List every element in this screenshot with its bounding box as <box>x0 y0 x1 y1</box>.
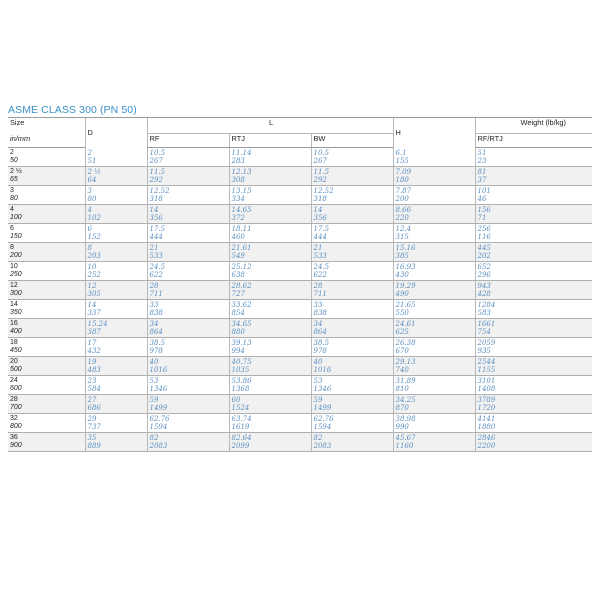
header-l: L <box>147 118 393 134</box>
table-row <box>8 385 592 395</box>
header-rf-rtj: RF/RTJ <box>475 134 592 148</box>
cell-d: 2 <box>85 148 147 158</box>
cell-bw: 1594 <box>311 423 393 433</box>
cell-size-in: 24 <box>10 377 18 384</box>
table-row <box>8 338 592 348</box>
cell-d: 737 <box>85 423 147 433</box>
table-row <box>8 157 592 167</box>
cell-weight: 2059 <box>475 338 592 348</box>
cell-d: 387 <box>85 328 147 338</box>
table-row <box>8 423 592 433</box>
cell-h: 16.93 <box>393 262 475 272</box>
cell-d: 252 <box>85 271 147 281</box>
cell-weight: 116 <box>475 233 592 243</box>
cell-size-mm: 350 <box>8 309 85 319</box>
cell-weight: 445 <box>475 243 592 253</box>
cell-rtj: 2099 <box>229 442 311 452</box>
cell-bw: 711 <box>311 290 393 300</box>
cell-rtj: 460 <box>229 233 311 243</box>
cell-bw: 24.5 <box>311 262 393 272</box>
cell-d: 102 <box>85 214 147 224</box>
cell-size-mm: 900 <box>8 442 85 452</box>
cell-rf: 62.76 <box>147 414 229 424</box>
cell-size-mm: 200 <box>8 252 85 262</box>
cell-size-in: 2 ½ <box>8 167 85 177</box>
cell-rtj: 372 <box>229 214 311 224</box>
cell-h: 220 <box>393 214 475 224</box>
cell-size-in: 12 <box>8 281 85 291</box>
cell-h: 12.4 <box>393 224 475 234</box>
cell-bw: 17.5 <box>311 224 393 234</box>
cell-bw: 21 <box>311 243 393 253</box>
cell-bw: 533 <box>311 252 393 262</box>
table-row <box>8 319 592 329</box>
cell-weight: 3101 <box>475 376 592 386</box>
cell-weight: 71 <box>475 214 592 224</box>
table-row <box>8 309 592 319</box>
cell-size-mm: 300 <box>8 290 85 300</box>
cell-rf: 1346 <box>147 385 229 395</box>
cell-rtj: 994 <box>229 347 311 357</box>
cell-bw: 1346 <box>311 385 393 395</box>
cell-bw: 59 <box>311 395 393 405</box>
cell-bw: 1499 <box>311 404 393 414</box>
cell-rtj: 53.86 <box>229 376 311 386</box>
cell-d: 80 <box>85 195 147 205</box>
cell-bw: 53 <box>311 376 393 386</box>
cell-bw: 1016 <box>311 366 393 376</box>
table-row <box>8 224 592 234</box>
cell-d: 14 <box>85 300 147 310</box>
cell-weight: 754 <box>475 328 592 338</box>
cell-rtj: 1368 <box>229 385 311 395</box>
cell-weight: 1880 <box>475 423 592 433</box>
cell-bw: 14 <box>311 205 393 215</box>
cell-weight: 428 <box>475 290 592 300</box>
cell-size-in: 2 <box>10 149 14 156</box>
cell-h: 26.38 <box>393 338 475 348</box>
cell-rf: 267 <box>147 157 229 167</box>
cell-d: 584 <box>85 385 147 395</box>
cell-size-mm: 450 <box>8 347 85 357</box>
cell-weight: 2200 <box>475 442 592 452</box>
cell-weight: 1155 <box>475 366 592 376</box>
cell-weight: 1408 <box>475 385 592 395</box>
cell-h: 45.67 <box>393 433 475 443</box>
cell-size-mm: 80 <box>8 195 85 205</box>
cell-rf: 444 <box>147 233 229 243</box>
cell-rf: 1594 <box>147 423 229 433</box>
cell-bw: 292 <box>311 176 393 186</box>
cell-rf: 82 <box>147 433 229 443</box>
cell-rtj: 60 <box>229 395 311 405</box>
cell-size-mm: 400 <box>8 328 85 338</box>
cell-bw: 318 <box>311 195 393 205</box>
cell-rtj: 33.62 <box>229 300 311 310</box>
cell-rf: 711 <box>147 290 229 300</box>
cell-size-mm: 100 <box>8 214 85 224</box>
cell-weight: 4141 <box>475 414 592 424</box>
cell-rtj: 28.62 <box>229 281 311 291</box>
cell-h: 24.61 <box>393 319 475 329</box>
cell-weight: 296 <box>475 271 592 281</box>
cell-h: 1160 <box>393 442 475 452</box>
cell-rf: 292 <box>147 176 229 186</box>
cell-h: 990 <box>393 423 475 433</box>
cell-rtj: 25.12 <box>229 262 311 272</box>
cell-rtj: 334 <box>229 195 311 205</box>
cell-bw: 356 <box>311 214 393 224</box>
cell-d: 337 <box>85 309 147 319</box>
cell-rtj: 880 <box>229 328 311 338</box>
cell-h: 19.29 <box>393 281 475 291</box>
cell-bw: 10.5 <box>311 148 393 158</box>
cell-d: 2 ½ <box>85 167 147 177</box>
cell-weight: 256 <box>475 224 592 234</box>
table-row <box>8 366 592 376</box>
cell-rtj: 11.14 <box>229 148 311 158</box>
cell-rf: 1016 <box>147 366 229 376</box>
header-bw: BW <box>311 134 393 148</box>
cell-rf: 10.5 <box>147 148 229 158</box>
cell-bw: 444 <box>311 233 393 243</box>
cell-rf: 12.52 <box>147 186 229 196</box>
cell-bw: 978 <box>311 347 393 357</box>
table-row <box>8 442 592 452</box>
cell-h: 8.66 <box>393 205 475 215</box>
cell-bw: 838 <box>311 309 393 319</box>
cell-d: 23 <box>85 376 147 386</box>
table-row <box>8 195 592 205</box>
cell-rf: 622 <box>147 271 229 281</box>
cell-d: 432 <box>85 347 147 357</box>
table-row <box>8 252 592 262</box>
cell-bw: 267 <box>311 157 393 167</box>
cell-d: 152 <box>85 233 147 243</box>
cell-h: 740 <box>393 366 475 376</box>
table-row <box>8 414 592 424</box>
cell-d: 29 <box>85 414 147 424</box>
spec-table <box>8 117 592 452</box>
cell-weight: 2846 <box>475 433 592 443</box>
cell-d: 10 <box>85 262 147 272</box>
table-row <box>8 395 592 405</box>
cell-size-mm: 50 <box>8 157 85 167</box>
cell-h: 385 <box>393 252 475 262</box>
cell-bw: 40 <box>311 357 393 367</box>
table-row <box>8 262 592 272</box>
cell-rf: 53 <box>147 376 229 386</box>
cell-rtj: 308 <box>229 176 311 186</box>
cell-rtj: 40.75 <box>229 357 311 367</box>
cell-size-in: 32 <box>10 415 18 422</box>
cell-size-in: 28 <box>8 395 85 405</box>
cell-h: 6.1 <box>393 148 475 158</box>
cell-bw: 28 <box>311 281 393 291</box>
cell-h: 550 <box>393 309 475 319</box>
cell-weight: 1661 <box>475 319 592 329</box>
cell-rf: 838 <box>147 309 229 319</box>
cell-bw: 2083 <box>311 442 393 452</box>
cell-size-in: 14 <box>10 301 18 308</box>
cell-weight: 3789 <box>475 395 592 405</box>
table-row <box>8 433 592 443</box>
cell-d: 35 <box>85 433 147 443</box>
table-row <box>8 328 592 338</box>
cell-d: 483 <box>85 366 147 376</box>
cell-rf: 59 <box>147 395 229 405</box>
cell-d: 6 <box>85 224 147 234</box>
cell-h: 430 <box>393 271 475 281</box>
header-d: D <box>85 118 147 148</box>
table-row <box>8 290 592 300</box>
cell-bw: 62.76 <box>311 414 393 424</box>
header-weight: Weight (lb/kg) <box>475 118 592 134</box>
cell-h: 670 <box>393 347 475 357</box>
cell-h: 21.65 <box>393 300 475 310</box>
cell-size-mm: 700 <box>8 404 85 414</box>
cell-d: 27 <box>85 395 147 405</box>
table-row <box>8 404 592 414</box>
cell-bw: 38.5 <box>311 338 393 348</box>
cell-size-mm: 150 <box>8 233 85 243</box>
cell-h: 34.25 <box>393 395 475 405</box>
cell-rf: 318 <box>147 195 229 205</box>
cell-rtj: 63.74 <box>229 414 311 424</box>
cell-size-in: 4 <box>8 205 85 215</box>
cell-size-in: 18 <box>10 339 18 346</box>
header-h: H <box>393 118 475 148</box>
cell-size-in: 8 <box>8 243 85 253</box>
cell-bw: 11.5 <box>311 167 393 177</box>
cell-rf: 356 <box>147 214 229 224</box>
cell-rtj: 21.61 <box>229 243 311 253</box>
cell-bw: 864 <box>311 328 393 338</box>
cell-h: 15.16 <box>393 243 475 253</box>
cell-rtj: 18.11 <box>229 224 311 234</box>
header-rtj: RTJ <box>229 134 311 148</box>
table-row <box>8 347 592 357</box>
cell-weight: 46 <box>475 195 592 205</box>
cell-rtj: 34.65 <box>229 319 311 329</box>
cell-rf: 33 <box>147 300 229 310</box>
table-row <box>8 243 592 253</box>
cell-rtj: 727 <box>229 290 311 300</box>
cell-weight: 583 <box>475 309 592 319</box>
cell-d: 17 <box>85 338 147 348</box>
table-row <box>8 357 592 367</box>
cell-d: 305 <box>85 290 147 300</box>
cell-rtj: 1035 <box>229 366 311 376</box>
cell-rf: 34 <box>147 319 229 329</box>
cell-weight: 202 <box>475 252 592 262</box>
cell-rf: 38.5 <box>147 338 229 348</box>
cell-bw: 12.52 <box>311 186 393 196</box>
table-row <box>8 271 592 281</box>
cell-h: 38.98 <box>393 414 475 424</box>
cell-rtj: 1524 <box>229 404 311 414</box>
cell-rf: 11.5 <box>147 167 229 177</box>
cell-rtj: 12.13 <box>229 167 311 177</box>
cell-weight: 935 <box>475 347 592 357</box>
cell-size-mm: 800 <box>8 423 85 433</box>
cell-size-mm: 250 <box>8 271 85 281</box>
table-title: ASME CLASS 300 (PN 50) <box>8 104 137 116</box>
cell-d: 64 <box>85 176 147 186</box>
cell-rf: 2083 <box>147 442 229 452</box>
cell-size-in: 36 <box>8 433 85 443</box>
cell-size-mm: 500 <box>8 366 85 376</box>
cell-rf: 24.5 <box>147 262 229 272</box>
cell-d: 686 <box>85 404 147 414</box>
cell-d: 12 <box>85 281 147 291</box>
cell-weight: 37 <box>475 176 592 186</box>
table-row <box>8 300 592 310</box>
header-size-unit: in/mm <box>8 134 85 148</box>
cell-weight: 156 <box>475 205 592 215</box>
table-row <box>8 186 592 196</box>
cell-h: 200 <box>393 195 475 205</box>
cell-weight: 943 <box>475 281 592 291</box>
cell-size-mm: 65 <box>8 176 85 186</box>
cell-rtj: 13.15 <box>229 186 311 196</box>
table-row <box>8 376 592 386</box>
cell-d: 203 <box>85 252 147 262</box>
cell-weight: 51 <box>475 148 592 158</box>
cell-rtj: 82.64 <box>229 433 311 443</box>
cell-rf: 17.5 <box>147 224 229 234</box>
cell-d: 15.24 <box>85 319 147 329</box>
table-row <box>8 167 592 177</box>
table-row <box>8 281 592 291</box>
table-row <box>8 233 592 243</box>
cell-weight: 81 <box>475 167 592 177</box>
table-body <box>8 148 592 452</box>
cell-d: 3 <box>85 186 147 196</box>
cell-size-in: 20 <box>8 357 85 367</box>
cell-h: 870 <box>393 404 475 414</box>
cell-h: 31.89 <box>393 376 475 386</box>
cell-rtj: 39.13 <box>229 338 311 348</box>
cell-rf: 1499 <box>147 404 229 414</box>
cell-size-in: 6 <box>10 225 14 232</box>
cell-h: 155 <box>393 157 475 167</box>
cell-size-in: 16 <box>8 319 85 329</box>
cell-d: 51 <box>85 157 147 167</box>
cell-rf: 40 <box>147 357 229 367</box>
cell-h: 490 <box>393 290 475 300</box>
cell-h: 7.09 <box>393 167 475 177</box>
cell-rtj: 638 <box>229 271 311 281</box>
cell-size-in: 3 <box>10 187 14 194</box>
cell-d: 4 <box>85 205 147 215</box>
cell-weight: 652 <box>475 262 592 272</box>
cell-rf: 864 <box>147 328 229 338</box>
cell-weight: 1720 <box>475 404 592 414</box>
cell-rtj: 14.65 <box>229 205 311 215</box>
cell-weight: 23 <box>475 157 592 167</box>
cell-bw: 33 <box>311 300 393 310</box>
cell-bw: 82 <box>311 433 393 443</box>
cell-bw: 34 <box>311 319 393 329</box>
cell-rf: 533 <box>147 252 229 262</box>
cell-rf: 14 <box>147 205 229 215</box>
cell-weight: 1284 <box>475 300 592 310</box>
cell-h: 180 <box>393 176 475 186</box>
table-row <box>8 205 592 215</box>
cell-d: 19 <box>85 357 147 367</box>
cell-rtj: 1619 <box>229 423 311 433</box>
cell-rtj: 549 <box>229 252 311 262</box>
header-size: Size <box>8 118 85 134</box>
cell-d: 8 <box>85 243 147 253</box>
cell-rf: 978 <box>147 347 229 357</box>
cell-h: 810 <box>393 385 475 395</box>
table-row <box>8 148 592 158</box>
cell-size-mm: 600 <box>8 385 85 395</box>
table-row <box>8 176 592 186</box>
cell-h: 625 <box>393 328 475 338</box>
cell-d: 889 <box>85 442 147 452</box>
cell-rtj: 283 <box>229 157 311 167</box>
cell-weight: 2544 <box>475 357 592 367</box>
cell-size-in: 10 <box>10 263 18 270</box>
cell-rtj: 854 <box>229 309 311 319</box>
header-rf: RF <box>147 134 229 148</box>
cell-bw: 622 <box>311 271 393 281</box>
cell-h: 29.13 <box>393 357 475 367</box>
cell-rf: 21 <box>147 243 229 253</box>
table-row <box>8 214 592 224</box>
cell-h: 315 <box>393 233 475 243</box>
cell-weight: 101 <box>475 186 592 196</box>
cell-h: 7.87 <box>393 186 475 196</box>
cell-rf: 28 <box>147 281 229 291</box>
